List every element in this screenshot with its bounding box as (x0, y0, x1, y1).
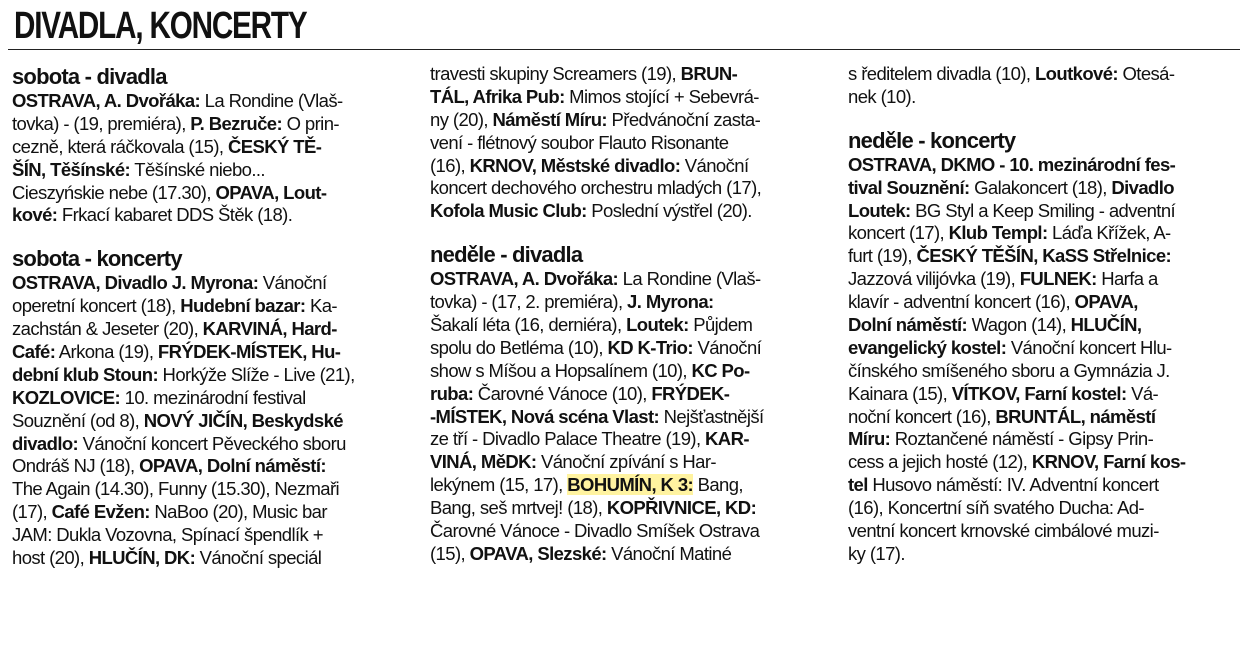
venue-name: OSTRAVA, DKMO - 10. mezinárodní fes- (848, 153, 1176, 175)
venue-name: Loutek: (626, 314, 689, 336)
venue-name: ruba: (430, 382, 474, 404)
event-text: Ondráš NJ (18), (12, 455, 140, 477)
listing-line (430, 360, 824, 383)
venue-name: P. Bezruče: (190, 112, 283, 134)
event-text: Kainara (15), (848, 382, 952, 404)
event-text: 10. mezinárodní festival (120, 386, 306, 408)
event-text: Vánoční (692, 336, 762, 358)
venue-name: KARVINÁ, Hard- (202, 318, 337, 340)
venue-name: -MÍSTEK, Nová scéna Vlast: (430, 405, 660, 427)
venue-name: OPAVA, Lout- (215, 181, 327, 203)
listing-line (430, 268, 824, 291)
venue-name: KRNOV, Farní kos- (1031, 451, 1186, 473)
listing-line (12, 318, 406, 341)
listing-line (430, 132, 824, 155)
event-text: Vánoční koncert Hlu- (1006, 336, 1172, 358)
event-text: cess a jejich hosté (12), (848, 451, 1032, 473)
venue-name: Divadlo (1111, 176, 1174, 198)
event-text: Galakoncert (18), (969, 176, 1112, 198)
event-text: Wagon (14), (967, 314, 1071, 336)
event-text: Vá- (1126, 382, 1159, 404)
event-text: Předvánoční zasta- (607, 108, 761, 130)
event-text: Vánoční zpívání s Har- (536, 451, 716, 473)
event-text: The Again (14.30), Funny (15.30), Nezmaři (12, 478, 340, 500)
event-text: operetní koncert (18), (12, 295, 181, 317)
event-text: Vánoční (258, 272, 327, 294)
venue-name: KD K-Trio: (607, 336, 693, 358)
listing-line (848, 268, 1242, 291)
listing-line (430, 428, 824, 451)
event-text: (17), (12, 501, 52, 523)
event-text: Harfa a (1096, 268, 1158, 290)
section-heading: neděle - divadla (430, 242, 583, 268)
event-text: ze tří - Divadlo Palace Theatre (19), (430, 428, 706, 450)
listing-line (12, 182, 406, 205)
event-text: Vánoční (680, 154, 749, 176)
event-text: klavír - adventní koncert (16), (848, 291, 1075, 313)
venue-name: Náměstí Míru: (492, 108, 607, 130)
venue-name: OPAVA, (1074, 291, 1138, 313)
venue-name: KAR- (705, 428, 749, 450)
event-text: vení - flétnový soubor Flauto Risonante (430, 131, 729, 153)
listing-line (430, 543, 824, 566)
event-text: Arkona (19), (55, 341, 158, 363)
venue-name: evangelický kostel: (848, 336, 1007, 358)
venue-name: OPAVA, Slezské: (469, 542, 607, 564)
listing-line (848, 245, 1242, 268)
listing-line (848, 86, 1242, 109)
listing-line (12, 410, 406, 433)
event-text: ny (20), (430, 108, 493, 130)
event-text: Čarovné Vánoce - Divadlo Smíšek Ostrava (430, 520, 760, 542)
event-text: Nejšťastnější (659, 405, 764, 427)
listing-line (430, 86, 824, 109)
listing-line (848, 154, 1242, 177)
venue-name: ŠÍN, Těšínské: (12, 158, 131, 180)
venue-name: ČESKÝ TĚŠÍN, KaSS Střelnice: (916, 245, 1172, 267)
event-text: zachstán & Jeseter (20), (12, 318, 203, 340)
listing-block (12, 245, 406, 570)
venue-name: dební klub Stoun: (12, 363, 159, 385)
listing-line (848, 474, 1242, 497)
event-text: furt (19), (848, 245, 917, 267)
listing-line (430, 497, 824, 520)
event-text: Šakalí léta (16, derniéra), (430, 314, 627, 336)
event-text: tovka) - (19, premiéra), (12, 112, 191, 134)
event-text: čínského smíšeného sboru a Gymnázia J. (848, 359, 1170, 381)
venue-name: divadlo: (12, 432, 79, 454)
listing-line (12, 136, 406, 159)
venue-name: OSTRAVA, A. Dvořáka: (430, 268, 619, 290)
venue-name: KOZLOVICE: (12, 386, 121, 408)
venue-name: BOHUMÍN, K 3: (567, 474, 694, 496)
listing-line (12, 272, 406, 295)
event-text: noční koncert (16), (848, 405, 996, 427)
venue-name: HLUČÍN, (1070, 314, 1142, 336)
listing-line (12, 159, 406, 182)
venue-name: OSTRAVA, Divadlo J. Myrona: (12, 272, 259, 294)
listing-line (430, 200, 824, 223)
listing-line (848, 520, 1242, 543)
listing-line (848, 428, 1242, 451)
listing-line (430, 406, 824, 429)
event-text: La Rondine (Vlaš- (200, 90, 343, 111)
listing-line (12, 455, 406, 478)
section-heading: neděle - koncerty (848, 127, 1016, 153)
venue-name: OSTRAVA, A. Dvořáka: (12, 90, 201, 111)
venue-name: VÍTKOV, Farní kostel: (951, 382, 1127, 404)
event-text: Poslední výstřel (20). (586, 200, 752, 222)
listing-line (430, 451, 824, 474)
venue-name: Dolní náměstí: (848, 314, 968, 336)
event-text: show s Míšou a Hopsalínem (10), (430, 359, 692, 381)
event-text: s ředitelem divadla (10), (848, 63, 1035, 84)
listing-block (848, 63, 1242, 109)
listing-line (12, 387, 406, 410)
event-text: Láďa Křížek, A- (1047, 222, 1171, 244)
listing-line (848, 63, 1242, 86)
event-text: koncert dechového orchestru mladých (17), (430, 177, 762, 199)
event-text: Cieszyńskie nebe (17.30), (12, 181, 216, 203)
event-text: Půjdem (688, 314, 753, 336)
event-text: lekýnem (15, 17), (430, 474, 568, 496)
column-2 (430, 63, 824, 584)
venue-name: HLUČÍN, DK: (88, 547, 196, 569)
event-text: JAM: Dukla Vozovna, Spínací špendlík + (12, 524, 323, 546)
event-text: nek (10). (848, 85, 916, 107)
event-text: ky (17). (848, 542, 905, 564)
listing-line (12, 295, 406, 318)
listing-line (12, 341, 406, 364)
listing-block (848, 127, 1242, 566)
venue-name: tel (848, 474, 868, 496)
event-text: spolu do Betléma (10), (430, 336, 608, 358)
listing-line (430, 474, 824, 497)
event-text: La Rondine (Vlaš- (618, 268, 761, 290)
headline-rule (8, 49, 1240, 50)
event-text: Čarovné Vánoce (10), (473, 382, 652, 404)
venue-name: BRUNTÁL, náměstí (995, 405, 1156, 427)
listing-line (430, 520, 824, 543)
listing-line (12, 364, 406, 387)
venue-name: Café: (12, 341, 56, 363)
event-text: (15), (430, 542, 470, 564)
venue-name: J. Myrona: (627, 291, 714, 313)
venue-name: Loutkové: (1034, 63, 1118, 84)
event-text: travesti skupiny Screamers (19), (430, 63, 681, 84)
event-text: Roztančené náměstí - Gipsy Prin- (890, 428, 1154, 450)
event-text: Vánoční koncert Pěveckého sboru (78, 432, 346, 454)
section-heading: sobota - divadla (12, 64, 167, 89)
listing-line (848, 291, 1242, 314)
event-text: Otesá- (1117, 63, 1175, 84)
listing-line (848, 383, 1242, 406)
venue-name: OPAVA, Dolní náměstí: (139, 455, 326, 477)
listing-block (430, 63, 824, 223)
column-1 (12, 63, 406, 588)
venue-name: Klub Templ: (948, 222, 1048, 244)
venue-name: Café Evžen: (51, 501, 150, 523)
listing-line (12, 90, 406, 113)
event-text: Souznění (od 8), (12, 409, 144, 431)
event-text: tovka) - (17, 2. premiéra), (430, 291, 628, 313)
venue-name: KOPŘIVNICE, KD: (606, 497, 757, 519)
venue-name: VINÁ, MěDK: (430, 451, 537, 473)
event-text: (16), Koncertní síň svatého Ducha: Ad- (848, 497, 1144, 519)
listing-line (848, 497, 1242, 520)
event-text: O prin- (282, 112, 339, 134)
venue-name: Míru: (848, 428, 891, 450)
listing-line (430, 109, 824, 132)
event-text: Jazzová vilijóvka (19), (848, 268, 1020, 290)
venue-name: ČESKÝ TĚ- (228, 135, 322, 157)
listing-line (12, 204, 406, 227)
listing-block (430, 241, 824, 566)
listing-line (430, 177, 824, 200)
event-text: Frkací kabaret DDS Štěk (18). (57, 204, 293, 226)
event-text: Bang, (693, 474, 743, 496)
listing-line (848, 543, 1242, 566)
venue-name: Kofola Music Club: (430, 200, 587, 222)
listing-line (430, 314, 824, 337)
event-text: ventní koncert krnovské cimbálové muzi- (848, 520, 1159, 542)
listing-line (848, 360, 1242, 383)
event-text: host (20), (12, 547, 89, 569)
event-text: Ka- (305, 295, 337, 317)
venue-name: FRÝDEK-MÍSTEK, Hu- (157, 341, 341, 363)
venue-name: BRUN- (680, 63, 738, 84)
listing-line (12, 478, 406, 501)
listing-line (12, 524, 406, 547)
listing-line (12, 501, 406, 524)
event-text: cezně, která ráčkovala (15), (12, 135, 229, 157)
listing-line (848, 177, 1242, 200)
listing-block (12, 63, 406, 227)
venue-name: TÁL, Afrika Pub: (430, 85, 565, 107)
listing-line (12, 113, 406, 136)
event-text: koncert (17), (848, 222, 949, 244)
venue-name: Loutek: (848, 199, 911, 221)
listing-line (848, 406, 1242, 429)
listing-line (848, 337, 1242, 360)
venue-name: FULNEK: (1019, 268, 1097, 290)
listing-line (430, 63, 824, 86)
listing-line (848, 200, 1242, 223)
event-text: Vánoční Matiné (606, 542, 732, 564)
event-text: Husovo náměstí: IV. Adventní koncert (867, 474, 1159, 496)
event-text: (16), (430, 154, 470, 176)
event-text: Mimos stojící + Sebevrá- (564, 85, 759, 107)
page-headline: DIVADLA, KONCERTY (14, 5, 307, 47)
event-text: NaBoo (20), Music bar (149, 501, 327, 523)
venue-name: KC Po- (691, 359, 750, 381)
event-text: BG Styl a Keep Smiling - adventní (910, 199, 1176, 221)
event-text: Horkýže Slíže - Live (21), (158, 363, 355, 385)
event-text: Bang, seš mrtvej! (18), (430, 497, 607, 519)
listing-line (430, 155, 824, 178)
venue-name: FRÝDEK- (651, 382, 730, 404)
event-text: Vánoční speciál (195, 547, 322, 569)
listing-line (430, 337, 824, 360)
listing-line (848, 451, 1242, 474)
listing-line (12, 547, 406, 570)
listing-line (848, 222, 1242, 245)
venue-name: Hudební bazar: (180, 295, 306, 317)
section-heading: sobota - koncerty (12, 246, 182, 272)
event-text: Těšínské niebo... (130, 158, 265, 180)
venue-name: KRNOV, Městské divadlo: (469, 154, 681, 176)
venue-name: tival Souznění: (848, 176, 970, 198)
listing-line (430, 383, 824, 406)
venue-name: kové: (12, 204, 58, 226)
listing-line (12, 433, 406, 456)
listing-line (848, 314, 1242, 337)
venue-name: NOVÝ JIČÍN, Beskydské (143, 409, 343, 431)
column-3 (848, 63, 1242, 584)
listing-line (430, 291, 824, 314)
